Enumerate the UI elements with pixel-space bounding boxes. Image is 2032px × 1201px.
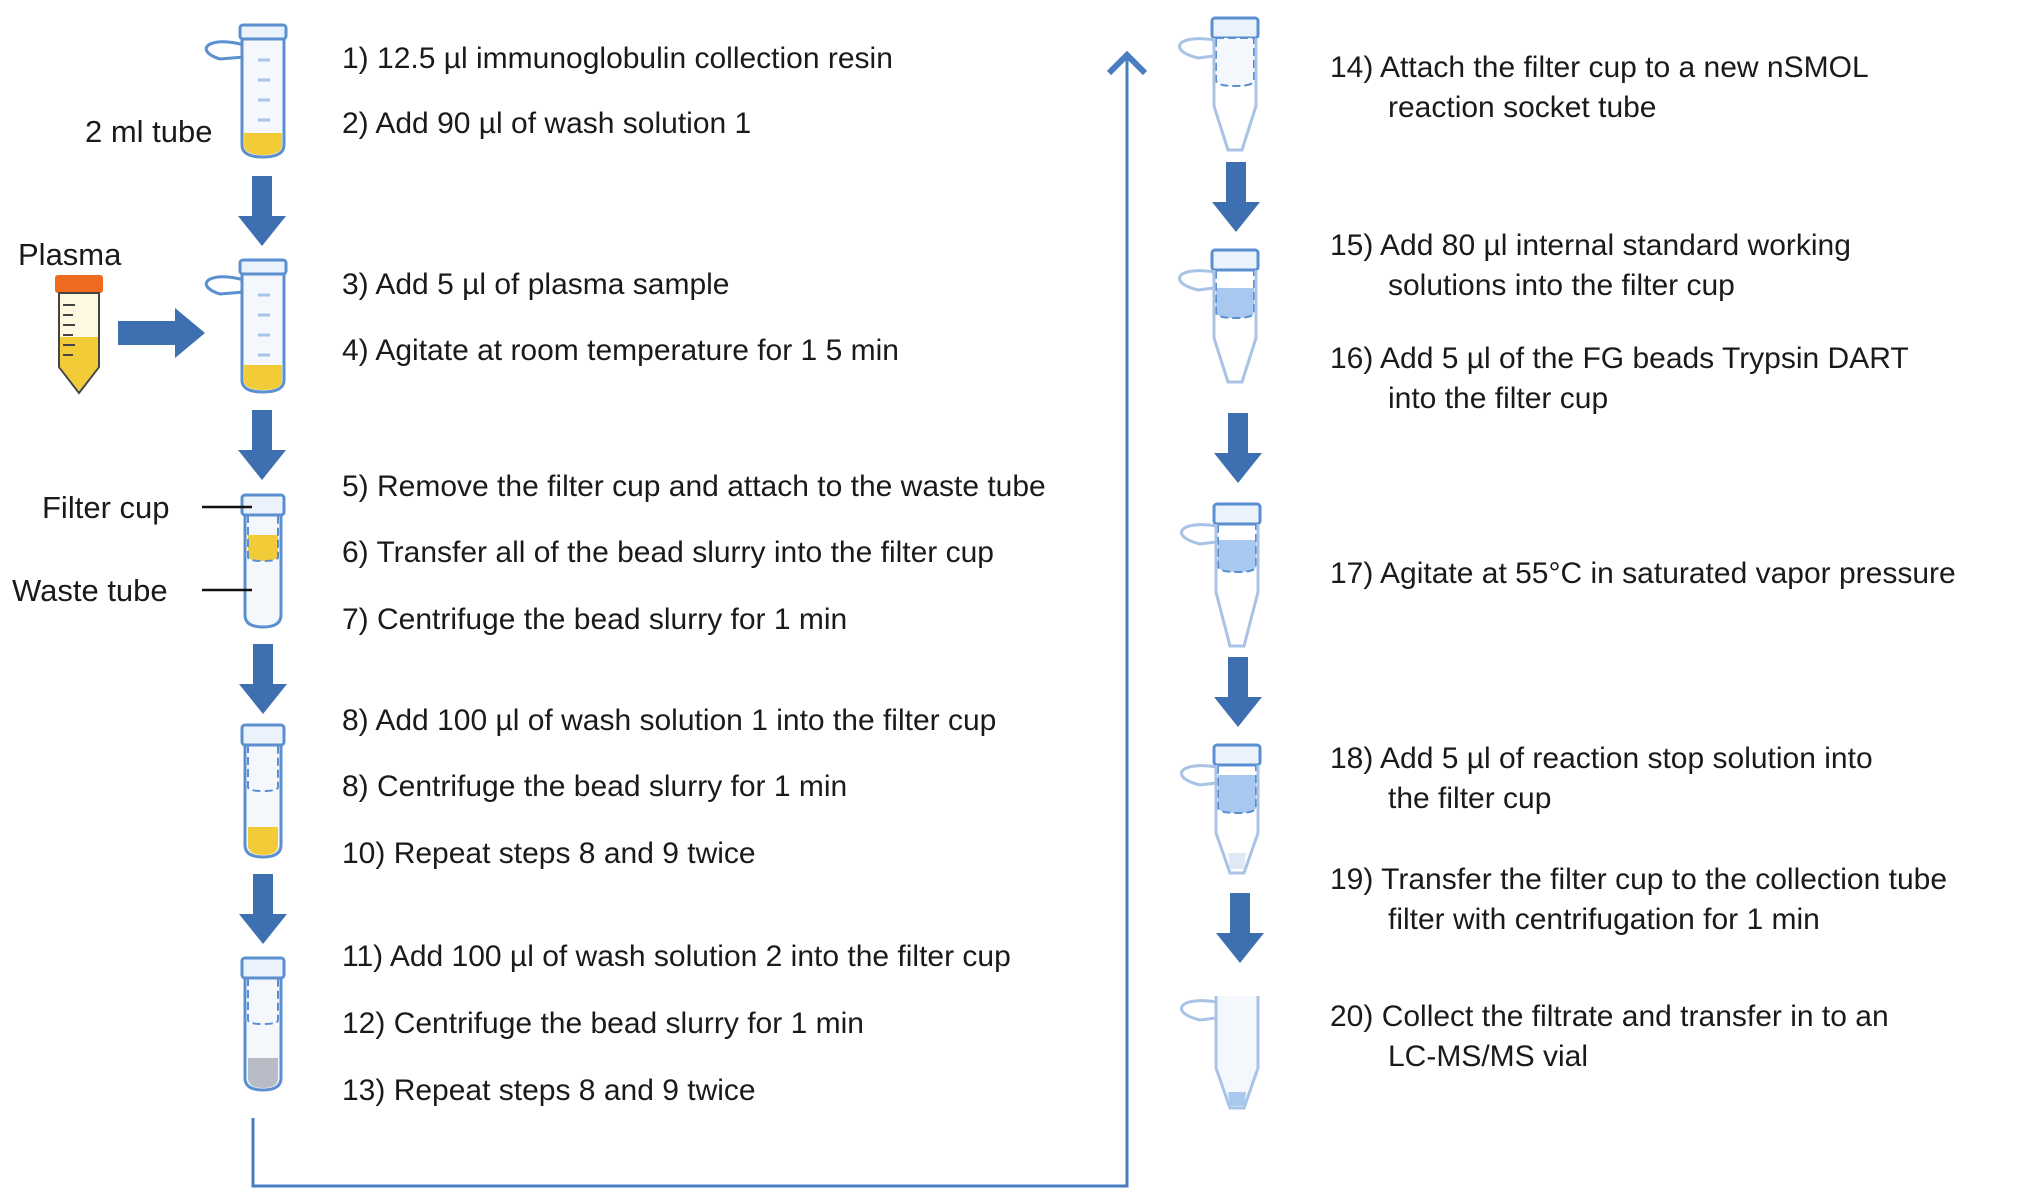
step-19-line1: 19) Transfer the filter cup to the collection tube: [1330, 863, 1948, 896]
step-2: 2) Add 90 µl of wash solution 1: [342, 107, 752, 140]
step-5: 5) Remove the filter cup and attach to the waste tube: [342, 470, 1046, 503]
label-plasma: Plasma: [18, 237, 122, 272]
step-3: 3) Add 5 µl of plasma sample: [342, 268, 730, 301]
step-6: 6) Transfer all of the bead slurry into the filter cup: [342, 536, 994, 569]
stop-solution-tube-icon: [1181, 745, 1260, 873]
tube-wash1-icon: [242, 725, 284, 857]
step-15-line2: solutions into the filter cup: [1388, 269, 1735, 302]
left-down-arrow-1: [238, 176, 286, 246]
label-waste-tube: Waste tube: [12, 573, 168, 608]
filtrate-tube-icon: [1181, 996, 1258, 1108]
filter-cup-waste-tube-icon: [242, 495, 284, 627]
step-4: 4) Agitate at room temperature for 1 5 min: [342, 334, 899, 367]
right-down-arrow-2: [1214, 413, 1262, 483]
tube-plasma-added-icon: [206, 260, 286, 392]
right-down-arrow-1: [1212, 162, 1260, 232]
step-14-line2: reaction socket tube: [1388, 91, 1657, 124]
agitate-tube-icon: [1181, 504, 1260, 646]
right-down-arrow-3: [1214, 657, 1262, 727]
step-9: 8) Centrifuge the bead slurry for 1 min: [342, 770, 848, 803]
step-1: 1) 12.5 µl immunoglobulin collection resin: [342, 42, 893, 75]
step-19-line2: filter with centrifugation for 1 min: [1388, 903, 1820, 936]
plasma-tube-icon: [55, 275, 103, 393]
reaction-socket-tube-icon: [1179, 18, 1258, 150]
step-20-line2: LC-MS/MS vial: [1388, 1040, 1589, 1073]
label-2ml-tube: 2 ml tube: [85, 114, 213, 149]
tube-2ml-icon: [206, 25, 286, 157]
step-17: 17) Agitate at 55°C in saturated vapor pressure: [1330, 557, 1956, 590]
step-12: 12) Centrifuge the bead slurry for 1 min: [342, 1007, 864, 1040]
tube-wash2-icon: [242, 958, 284, 1090]
step-7: 7) Centrifuge the bead slurry for 1 min: [342, 603, 848, 636]
step-18-line1: 18) Add 5 µl of reaction stop solution into: [1330, 742, 1873, 775]
step-11: 11) Add 100 µl of wash solution 2 into the filter cup: [342, 940, 1011, 973]
step-16-line1: 16) Add 5 µl of the FG beads Trypsin DART: [1330, 342, 1909, 375]
step-13: 13) Repeat steps 8 and 9 twice: [342, 1074, 756, 1107]
step-15-line1: 15) Add 80 µl internal standard working: [1330, 229, 1851, 262]
step-14-line1: 14) Attach the filter cup to a new nSMOL: [1330, 51, 1869, 84]
left-down-arrow-3: [239, 644, 287, 714]
left-down-arrow-2: [238, 410, 286, 480]
step-20-line1: 20) Collect the filtrate and transfer in to an: [1330, 1000, 1889, 1033]
internal-standard-tube-icon: [1179, 250, 1258, 382]
left-down-arrow-4: [239, 874, 287, 944]
step-16-line2: into the filter cup: [1388, 382, 1609, 415]
step-10: 10) Repeat steps 8 and 9 twice: [342, 837, 756, 870]
label-filter-cup: Filter cup: [42, 490, 170, 525]
right-down-arrow-4: [1216, 893, 1264, 963]
plasma-transfer-arrow: [118, 308, 205, 358]
step-8: 8) Add 100 µl of wash solution 1 into the filter cup: [342, 704, 997, 737]
step-18-line2: the filter cup: [1388, 782, 1552, 815]
